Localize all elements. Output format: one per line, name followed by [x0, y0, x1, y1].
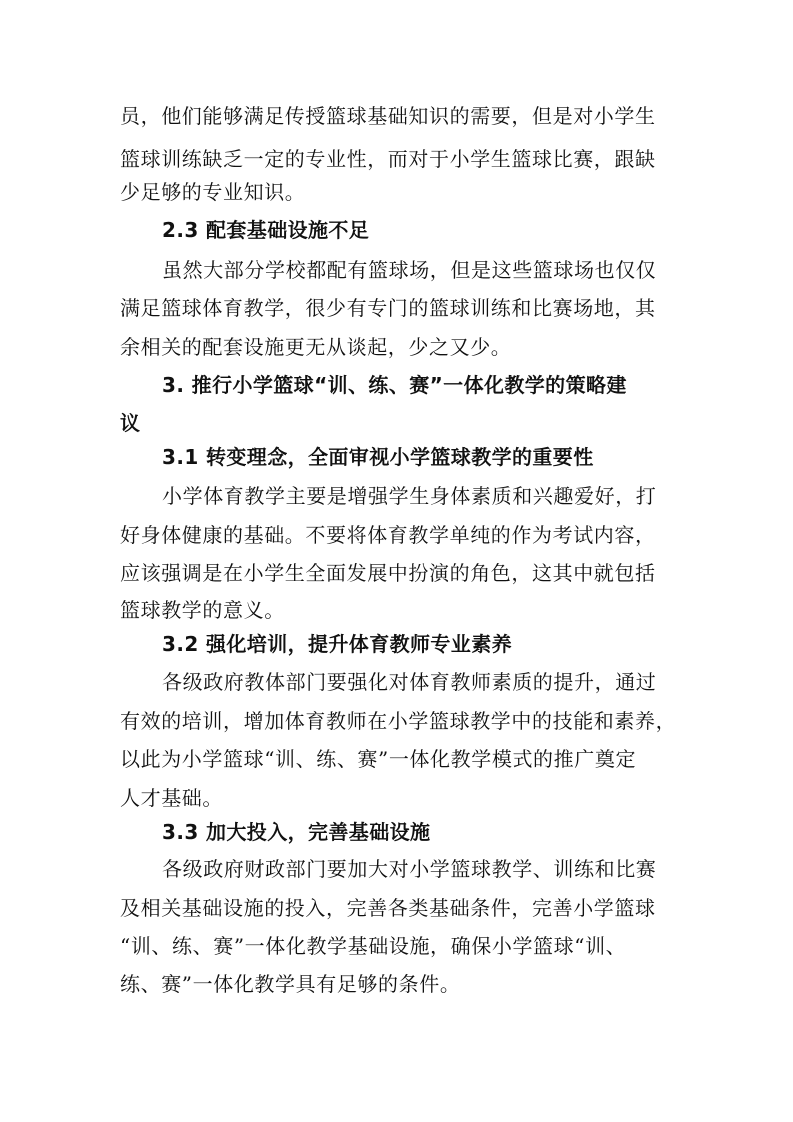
section-heading-3-1: 3.1 转变理念，全面审视小学篮球教学的重要性 [162, 445, 594, 469]
paragraph-line: 余相关的配套设施更无从谈起，少之又少。 [120, 335, 512, 359]
paragraph-line: “训、练、赛”一体化教学基础设施，确保小学篮球“训、 [120, 934, 627, 958]
paragraph-line: 人才基础。 [120, 786, 223, 810]
paragraph-line: 小学体育教学主要是增强学生身体素质和兴趣爱好，打 [162, 484, 657, 508]
paragraph-line: 少足够的专业知识。 [120, 180, 306, 204]
section-heading-3-3: 3.3 加大投入，完善基础设施 [162, 820, 431, 844]
paragraph-line: 及相关基础设施的投入，完善各类基础条件，完善小学篮球 [120, 896, 656, 920]
paragraph-line: 篮球教学的意义。 [120, 598, 285, 622]
section-heading-3: 3. 推行小学篮球“训、练、赛”一体化教学的策略建 [162, 373, 627, 397]
paragraph-line: 满足篮球体育教学，很少有专门的篮球训练和比赛场地，其 [120, 296, 656, 320]
section-heading-3-cont: 议 [120, 411, 141, 435]
paragraph-line: 练、赛”一体化教学具有足够的条件。 [120, 972, 461, 996]
paragraph-line: 好身体健康的基础。不要将体育教学单纯的作为考试内容， [120, 523, 656, 547]
paragraph-line: 以此为小学篮球“训、练、赛”一体化教学模式的推广奠定 [120, 747, 637, 771]
paragraph-line: 有效的培训，增加体育教师在小学篮球教学中的技能和素养， [120, 709, 677, 733]
section-heading-3-2: 3.2 强化培训，提升体育教师专业素养 [162, 632, 512, 656]
paragraph-line: 虽然大部分学校都配有篮球场，但是这些篮球场也仅仅 [162, 258, 657, 282]
paragraph-line: 各级政府财政部门要加大对小学篮球教学、训练和比赛 [162, 857, 657, 881]
paragraph-line: 应该强调是在小学生全面发展中扮演的角色，这其中就包括 [120, 561, 656, 585]
paragraph-line: 篮球训练缺乏一定的专业性，而对于小学生篮球比赛，跟缺 [120, 147, 656, 171]
section-heading-2-3: 2.3 配套基础设施不足 [162, 218, 370, 242]
paragraph-line: 员，他们能够满足传授篮球基础知识的需要，但是对小学生 [120, 104, 656, 128]
paragraph-line: 各级政府教体部门要强化对体育教师素质的提升，通过 [162, 670, 657, 694]
